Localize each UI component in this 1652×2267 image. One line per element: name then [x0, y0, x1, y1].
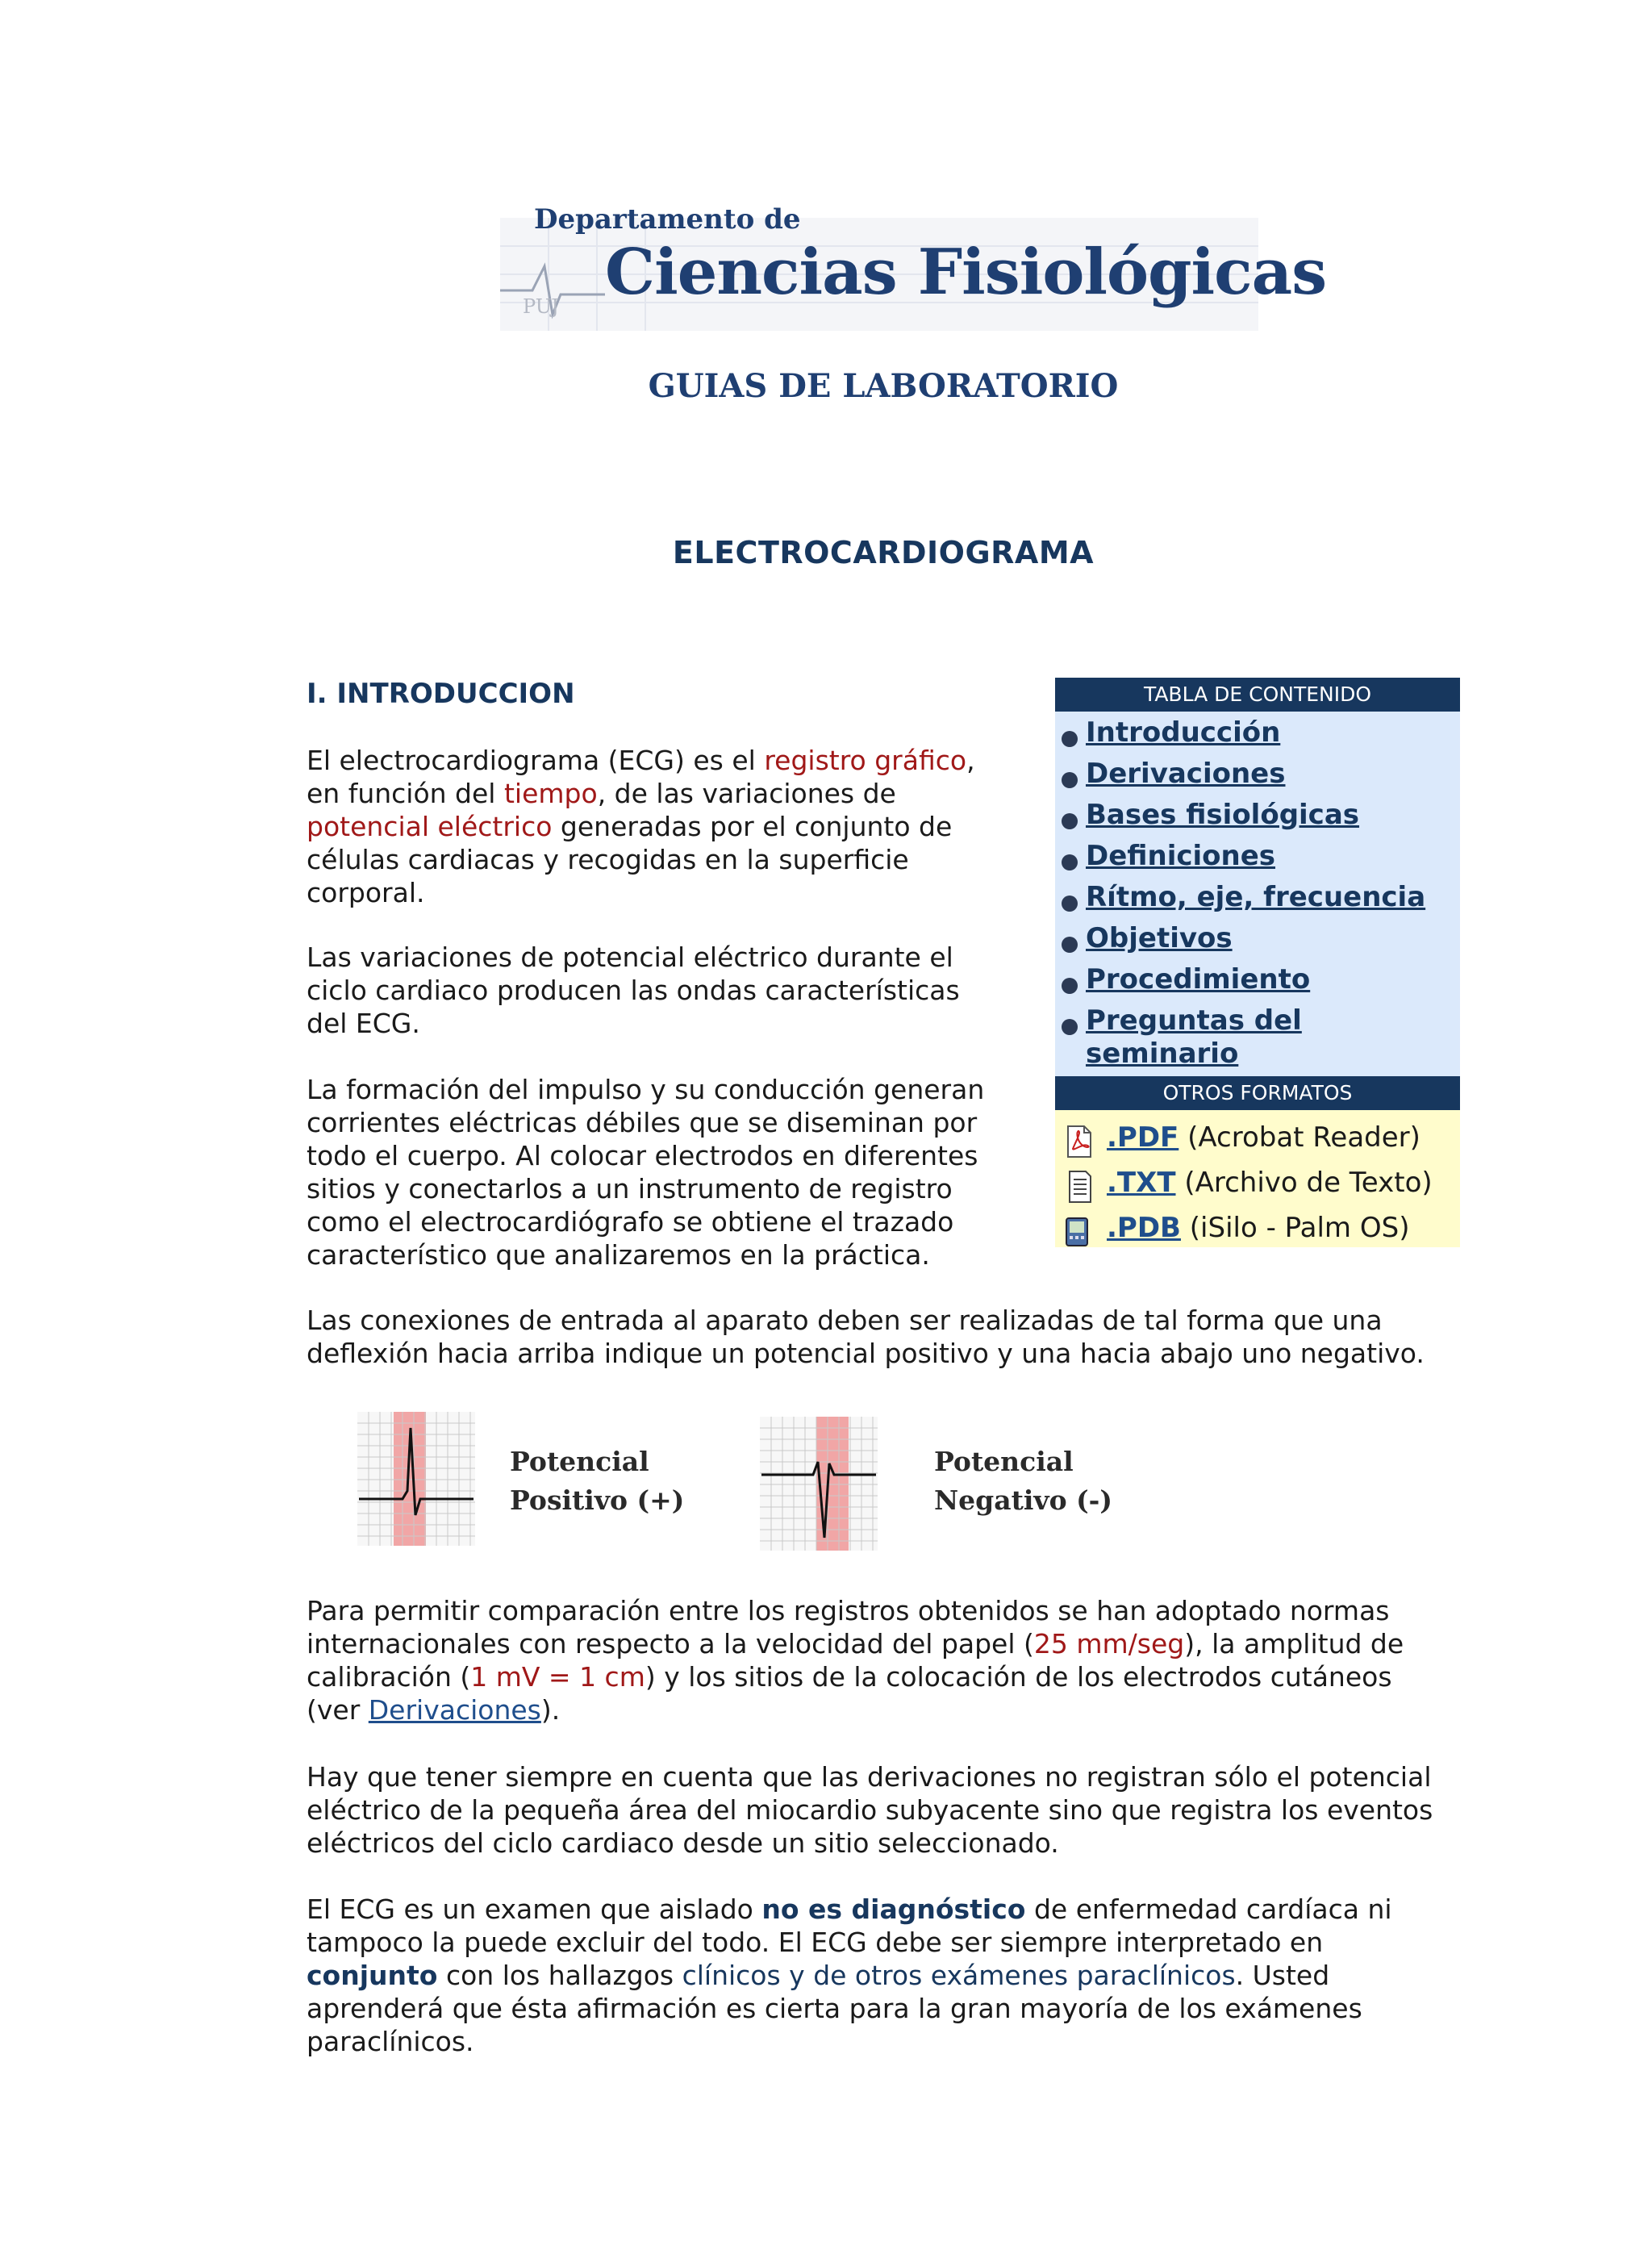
text-line: sitios y conectarlos a un instrumento de registro: [307, 1173, 953, 1204]
text-span: , de las variaciones de: [597, 778, 896, 809]
pdb-icon: [1062, 1215, 1094, 1249]
highlight-registro-grafico: registro gráfico: [764, 745, 967, 776]
logo-department-text: Departamento de: [534, 203, 801, 236]
text-span: calibración (: [307, 1661, 471, 1693]
department-logo: [500, 186, 1327, 331]
toc-item-ritmo-eje-frecuencia[interactable]: Rítmo, eje, frecuencia: [1086, 881, 1426, 913]
toc-item-bases-fisiologicas[interactable]: Bases fisiológicas: [1086, 799, 1360, 831]
text-span: en función del: [307, 778, 504, 809]
ecg-positive-caption: [510, 1442, 684, 1520]
diagnostic-paragraph: [307, 1893, 1392, 2058]
page-title: ELECTROCARDIOGRAMA: [672, 535, 1095, 570]
derivaciones-link[interactable]: Derivaciones: [368, 1694, 541, 1726]
toc-list: [1055, 712, 1460, 1076]
toc-item-preguntas-del-seminario-line2[interactable]: seminario: [1086, 1037, 1239, 1070]
text-span: . Usted: [1235, 1960, 1330, 1991]
format-description: (iSilo - Palm OS): [1180, 1212, 1410, 1244]
text-span: El ECG es un examen que aislado: [307, 1893, 762, 1925]
text-line: eléctrico de la pequeña área del miocardio subyacente sino que registra los eventos: [307, 1794, 1433, 1826]
bullet-icon: [1062, 896, 1078, 912]
text-line: [307, 1627, 1404, 1660]
text-line: paraclínicos.: [307, 2026, 474, 2057]
text-line: [307, 810, 975, 843]
format-row-txt: [1107, 1167, 1433, 1199]
bullet-icon: [1062, 978, 1078, 994]
bullet-icon: [1062, 772, 1078, 788]
text-line: como el electrocardiógrafo se obtiene el trazado: [307, 1206, 954, 1238]
text-line: tampoco la puede excluir del todo. El ECG debe ser siempre interpretado en: [307, 1927, 1324, 1958]
text-span: con los hallazgos: [437, 1960, 682, 1991]
toc-heading: TABLA DE CONTENIDO: [1055, 678, 1460, 712]
text-span: ), la amplitud de: [1184, 1628, 1404, 1660]
highlight-potencial-electrico: potencial eléctrico: [307, 811, 553, 842]
other-formats-list: [1055, 1110, 1460, 1247]
text-line: del ECG.: [307, 1008, 420, 1039]
text-line: aprenderá que ésta afirmación es cierta para la gran mayoría de los exámenes: [307, 1993, 1362, 2024]
highlight-tiempo: tiempo: [503, 778, 598, 809]
section-title: I. INTRODUCCION: [307, 678, 575, 710]
format-row-pdb: [1107, 1212, 1409, 1244]
caption-line: Potencial: [934, 1446, 1074, 1477]
text-line: [307, 1693, 1404, 1726]
text-line: [307, 1893, 1392, 1926]
other-formats-heading: OTROS FORMATOS: [1055, 1076, 1460, 1110]
bullet-icon: [1062, 813, 1078, 829]
highlight-paper-speed: 25 mm/seg: [1033, 1628, 1185, 1660]
bullet-icon: [1062, 854, 1078, 870]
text-line: deflexión hacia arriba indique un potencial positivo y una hacia abajo uno negativo.: [307, 1338, 1425, 1369]
text-line: corrientes eléctricas débiles que se diseminan por: [307, 1107, 978, 1138]
intro-paragraph-4: [307, 1304, 1425, 1370]
text-line: Para permitir comparación entre los registros obtenidos se han adoptado normas: [307, 1595, 1390, 1626]
emphasis-conjunto: conjunto: [307, 1960, 438, 1991]
text-span: de enfermedad cardíaca ni: [1025, 1893, 1392, 1925]
highlight-calibration: 1 mV = 1 cm: [470, 1661, 645, 1693]
text-line: células cardiacas y recogidas en la superficie: [307, 844, 909, 875]
intro-paragraph-2: [307, 941, 960, 1040]
toc-item-introduccion[interactable]: Introducción: [1086, 716, 1281, 749]
text-span: ).: [540, 1694, 561, 1726]
norms-paragraph: [307, 1594, 1404, 1726]
logo-title-text: Ciencias Fisiológicas: [605, 236, 1327, 309]
toc-item-derivaciones[interactable]: Derivaciones: [1086, 758, 1286, 790]
bullet-icon: [1062, 937, 1078, 953]
text-line: característico que analizaremos en la práctica.: [307, 1239, 930, 1271]
text-span: generadas por el conjunto de: [552, 811, 953, 842]
leads-paragraph: [307, 1760, 1433, 1860]
intro-paragraph-1: [307, 744, 975, 909]
text-span: ,: [966, 745, 975, 776]
ecg-positive-image: [357, 1412, 475, 1546]
format-description: (Acrobat Reader): [1179, 1121, 1420, 1154]
toc-item-objetivos[interactable]: Objetivos: [1086, 922, 1233, 954]
pdf-icon: [1063, 1125, 1095, 1159]
caption-line: Negativo (-): [934, 1484, 1112, 1516]
text-line: eléctricos del ciclo cardiaco desde un sitio seleccionado.: [307, 1827, 1059, 1859]
format-row-pdf: [1107, 1121, 1420, 1154]
toc-item-definiciones[interactable]: Definiciones: [1086, 840, 1276, 872]
text-span: El electrocardiograma (ECG) es el: [307, 745, 765, 776]
text-line: Las conexiones de entrada al aparato deben ser realizadas de tal forma que una: [307, 1305, 1383, 1336]
format-description: (Archivo de Texto): [1175, 1167, 1433, 1199]
pdb-link[interactable]: .PDB: [1107, 1212, 1181, 1244]
text-line: [307, 744, 975, 777]
caption-line: Potencial: [510, 1446, 649, 1477]
text-line: [307, 1660, 1404, 1693]
toc-item-preguntas-del-seminario[interactable]: Preguntas del: [1086, 1004, 1302, 1037]
text-line: ciclo cardiaco producen las ondas características: [307, 975, 960, 1006]
intro-paragraph-3: [307, 1073, 984, 1271]
text-line: corporal.: [307, 877, 425, 908]
text-span: ) y los sitios de la colocación de los electrodos cutáneos: [645, 1661, 1392, 1693]
caption-line: Positivo (+): [510, 1484, 685, 1516]
text-line: [307, 1959, 1392, 1992]
logo-puj-text: PUJ: [523, 295, 559, 318]
highlight-clinicos: clínicos y de otros exámenes paraclínicos: [682, 1960, 1236, 1991]
toc-item-procedimiento[interactable]: Procedimiento: [1086, 963, 1311, 996]
pdf-link[interactable]: .PDF: [1107, 1121, 1179, 1154]
text-span: (ver: [307, 1694, 369, 1726]
txt-link[interactable]: .TXT: [1107, 1167, 1176, 1199]
text-line: Las variaciones de potencial eléctrico durante el: [307, 941, 953, 973]
bullet-icon: [1062, 731, 1078, 747]
ecg-negative-caption: [934, 1442, 1112, 1520]
text-span: internacionales con respecto a la velocidad del papel (: [307, 1628, 1034, 1660]
ecg-negative-image: [760, 1417, 878, 1551]
text-line: todo el cuerpo. Al colocar electrodos en diferentes: [307, 1140, 978, 1171]
text-line: Hay que tener siempre en cuenta que las derivaciones no registran sólo el potencial: [307, 1761, 1432, 1793]
txt-icon: [1063, 1170, 1095, 1204]
table-of-contents: [1055, 678, 1460, 1250]
bullet-icon: [1062, 1019, 1078, 1035]
emphasis-no-es-diagnostico: no es diagnóstico: [761, 1893, 1026, 1925]
text-line: [307, 777, 975, 810]
text-line: La formación del impulso y su conducción generan: [307, 1074, 985, 1105]
lab-guides-subtitle: GUIAS DE LABORATORIO: [648, 367, 1119, 405]
